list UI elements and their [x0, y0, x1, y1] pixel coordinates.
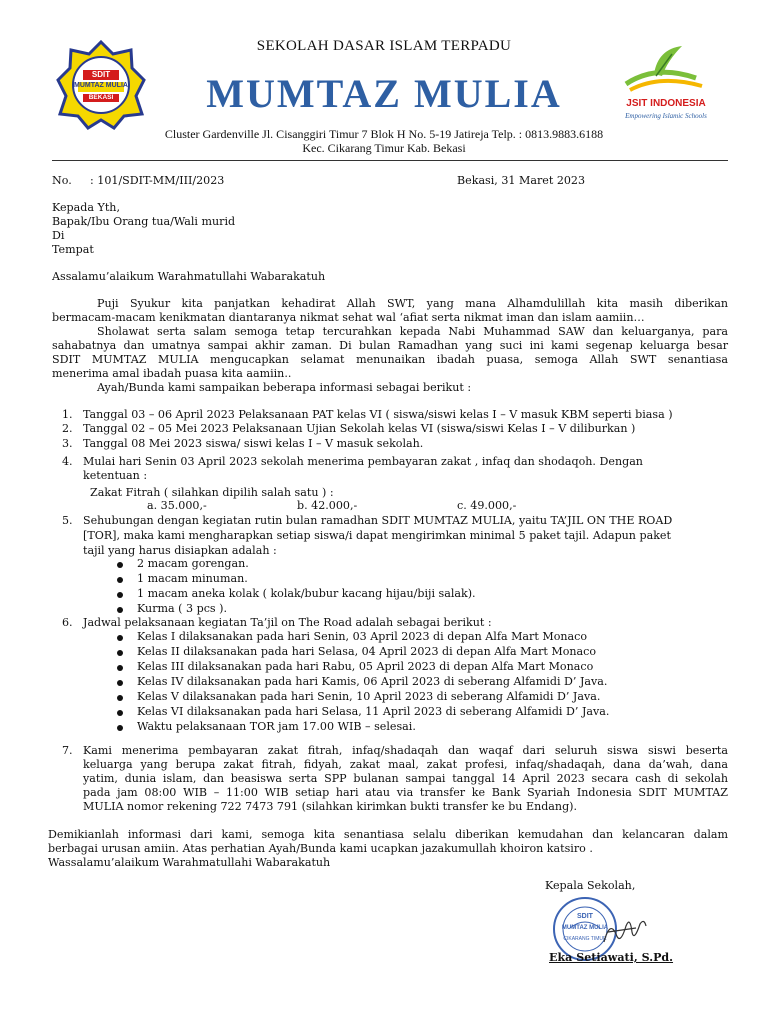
paragraph-line: Ayah/Bunda kami sampaikan beberapa informasi sebagai berikut : — [97, 381, 472, 394]
header-district: Kec. Cikarang Timur Kab. Bekasi — [302, 141, 466, 155]
item-number: 4. — [62, 455, 73, 468]
item-text: keluarga yang berupa zakat fitrah, fidyah, zakat maal, zakat profesi, infaq/shadaqah, dana da’wah, dana — [83, 758, 728, 771]
recipient-line: Bapak/Ibu Orang tua/Wali murid — [52, 215, 236, 228]
bullet — [117, 680, 123, 686]
zakat-option-a: a. 35.000,- — [147, 499, 207, 512]
handwritten-signature — [600, 912, 648, 952]
schedule-item: Kelas VI dilaksanakan pada hari Selasa, 11 April 2023 di seberang Alfamidi D’ Java. — [137, 705, 610, 718]
item-text: Mulai hari Senin 03 April 2023 sekolah menerima pembayaran zakat , infaq dan shodaqoh. Dengan — [83, 455, 643, 468]
paragraph-line: sahabatnya dan umatnya sampai akhir zaman. Di bulan Ramadhan yang suci ini kami segenap keluarga besar — [52, 339, 728, 352]
bullet — [117, 650, 123, 656]
bullet — [117, 607, 123, 613]
item-text: Tanggal 03 – 06 April 2023 Pelaksanaan PAT kelas VI ( siswa/siswi kelas I – V masuk KBM seperti biasa ) — [83, 408, 673, 421]
bullet — [117, 592, 123, 598]
recipient-line: Tempat — [52, 243, 94, 256]
item-number: 7. — [62, 744, 73, 757]
item-text: MULIA nomor rekening 722 7473 791 (silahkan kirimkan bukti transfer ke bu Endang). — [83, 800, 578, 813]
item-number: 2. — [62, 422, 73, 435]
item-number: 1. — [62, 408, 73, 421]
signatory-title: Kepala Sekolah, — [545, 879, 636, 892]
stamp-text-top: SDIT — [577, 913, 593, 920]
logo-text-top: SDIT — [91, 70, 111, 79]
bullet-text: 1 macam aneka kolak ( kolak/bubur kacang hijau/biji salak). — [137, 587, 476, 600]
bullet — [117, 577, 123, 583]
item-text: ketentuan : — [83, 469, 148, 482]
stamp-text-bottom: CIKARANG TIMUR — [563, 936, 607, 942]
closing-line: Wassalamu’alaikum Warahmatullahi Wabarakatuh — [48, 856, 331, 869]
letter-number-label: No. — [52, 174, 72, 187]
letter-number: : 101/SDIT-MM/III/2023 — [90, 174, 225, 187]
schedule-item: Kelas II dilaksanakan pada hari Selasa, 04 April 2023 di depan Alfa Mart Monaco — [137, 645, 597, 658]
paragraph-line: bermacam-macam kenikmatan diantaranya nikmat sehat wal ‘afiat serta nikmat iman dan islam aamiin… — [52, 311, 645, 324]
schedule-item: Waktu pelaksanaan TOR jam 17.00 WIB – selesai. — [137, 720, 416, 733]
recipient-line: Di — [52, 229, 65, 242]
item-text: Tanggal 02 – 05 Mei 2023 Pelaksanaan Ujian Sekolah kelas VI (siswa/siswi Kelas I – V diliburkan ) — [83, 422, 636, 435]
logo-text-bottom: BEKASI — [88, 94, 114, 101]
bullet — [117, 725, 123, 731]
item-number: 6. — [62, 616, 73, 629]
item-text: Sehubungan dengan kegiatan rutin bulan ramadhan SDIT MUMTAZ MULIA, yaitu TA’JIL ON THE ROAD — [83, 514, 673, 527]
recipient-line: Kepada Yth, — [52, 201, 120, 214]
bullet-text: Kurma ( 3 pcs ). — [137, 602, 227, 615]
header-school-type: SEKOLAH DASAR ISLAM TERPADU — [256, 38, 512, 54]
closing-line: Demikianlah informasi dari kami, semoga kita senantiasa selalu diberikan kemudahan dan kelancaran dalam — [48, 828, 728, 841]
paragraph-line: Puji Syukur kita panjatkan kehadirat Allah SWT, yang mana Alhamdulillah kita masih diberikan — [97, 297, 728, 310]
item-text: tajil yang harus disiapkan adalah : — [83, 544, 277, 557]
header-address: Cluster Gardenville Jl. Cisanggiri Timur 7 Blok H No. 5-19 Jatireja Telp. : 0813.9883.6188 — [164, 127, 604, 141]
logo-text-mid: MUMTAZ MULIA — [74, 82, 128, 89]
schedule-item: Kelas V dilaksanakan pada hari Senin, 10 April 2023 di seberang Alfamidi D’ Java. — [137, 690, 601, 703]
bullet-text: 1 macam minuman. — [137, 572, 248, 585]
paragraph-line: menerima amal ibadah puasa kita aamiin.. — [52, 367, 292, 380]
item-text: yatim, dunia islam, dan beasiswa serta SPP bulanan sampai tanggal 14 April 2023 secara cash di sekolah — [83, 772, 728, 785]
paragraph-line: Sholawat serta salam semoga tetap tercurahkan kepada Nabi Muhammad SAW dan keluarganya, para — [97, 325, 728, 338]
header-divider — [52, 160, 728, 161]
bullet — [117, 562, 123, 568]
closing-line: berbagai urusan amiin. Atas perhatian Ayah/Bunda kami ucapkan jazakumullah khoiron katsiro . — [48, 842, 593, 855]
greeting: Assalamu’alaikum Warahmatullahi Wabarakatuh — [52, 270, 326, 283]
zakat-option-b: b. 42.000,- — [297, 499, 358, 512]
stamp-text-mid: MUMTAZ MULIA — [561, 925, 609, 931]
jsit-title: JSIT INDONESIA — [626, 98, 706, 109]
zakat-option-c: c. 49.000,- — [457, 499, 517, 512]
schedule-item: Kelas I dilaksanakan pada hari Senin, 03 April 2023 di depan Alfa Mart Monaco — [137, 630, 588, 643]
schedule-item: Kelas III dilaksanakan pada hari Rabu, 05 April 2023 di depan Alfa Mart Monaco — [137, 660, 594, 673]
item-text: [TOR], maka kami mengharapkan setiap siswa/i dapat mengirimkan minimal 5 paket tajil. Adapun paket — [83, 529, 671, 542]
zakat-label: Zakat Fitrah ( silahkan dipilih salah satu ) : — [90, 486, 334, 499]
item-text: Jadwal pelaksanaan kegiatan Ta’jil on The Road adalah sebagai berikut : — [83, 616, 492, 629]
item-number: 3. — [62, 437, 73, 450]
bullet-text: 2 macam gorengan. — [137, 557, 249, 570]
item-text: pada jam 08:00 WIB – 11:00 WIB setiap hari atau via transfer ke Bank Syariah Indonesia SDIT MUMTAZ — [83, 786, 728, 799]
bullet — [117, 665, 123, 671]
bullet — [117, 695, 123, 701]
letter-date: Bekasi, 31 Maret 2023 — [457, 174, 586, 187]
paragraph-line: SDIT MUMTAZ MULIA mengucapkan selamat menunaikan ibadah puasa, semoga Allah SWT senantiasa — [52, 353, 728, 366]
schedule-item: Kelas IV dilaksanakan pada hari Kamis, 06 April 2023 di seberang Alfamidi D’ Java. — [137, 675, 608, 688]
jsit-tagline: Empowering Islamic Schools — [625, 112, 707, 120]
item-number: 5. — [62, 514, 73, 527]
item-text: Kami menerima pembayaran zakat fitrah, infaq/shadaqah dan waqaf dari seluruh siswa siswi beserta — [83, 744, 728, 757]
item-text: Tanggal 08 Mei 2023 siswa/ siswi kelas I – V masuk sekolah. — [83, 437, 424, 450]
jsit-logo — [616, 44, 716, 124]
signatory-name: Eka Setiawati, S.Pd. — [549, 951, 674, 964]
header-school-name: MUMTAZ MULIA — [206, 71, 562, 116]
bullet — [117, 635, 123, 641]
bullet — [117, 710, 123, 716]
